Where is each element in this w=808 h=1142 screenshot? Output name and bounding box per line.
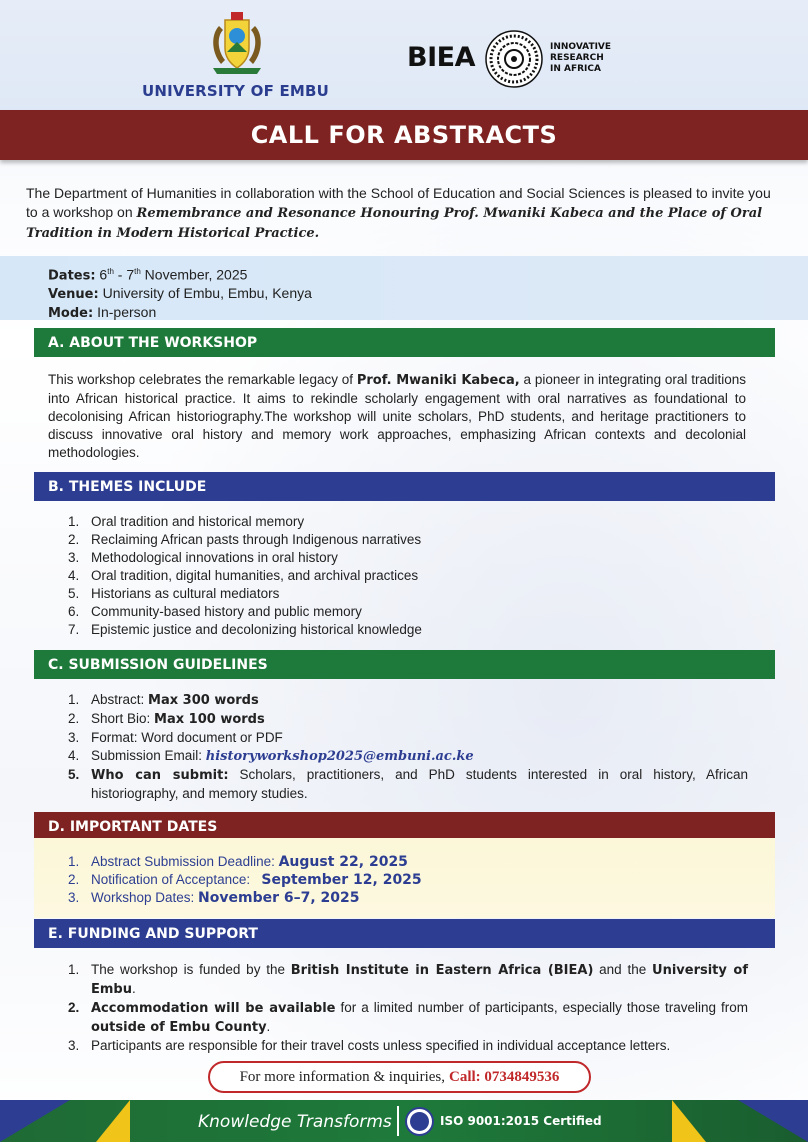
event-venue: Venue: University of Embu, Embu, Kenya [48,285,312,303]
list-item: 3. Workshop Dates: November 6–7, 2025 [68,890,360,906]
list-item: 2. Short Bio: Max 100 words [68,711,265,727]
important-dates-list [48,853,748,907]
section-about-heading: A. ABOUT THE WORKSHOP [34,328,775,357]
iso-badge-icon [405,1107,434,1136]
university-name: UNIVERSITY OF EMBU [142,82,330,100]
contact-pill: For more information & inquiries, Call: 0734849536 [208,1061,591,1093]
submission-list [48,691,748,803]
theme-item: 1. Oral tradition and historical memory [68,514,305,529]
section-submission-heading: C. SUBMISSION GUIDELINES [34,650,775,679]
phone-number-link[interactable]: Call: 0734849536 [448,1068,560,1085]
title-banner [0,110,808,160]
workshop-title: Remembrance and Resonance Honouring Prof. Mwaniki Kabeca and the Place of Oral Tradition in Modern Historical Practice. [26,205,763,241]
biea-tagline: INNOVATIVE RESEARCH IN AFRICA [550,42,612,74]
funding-list [48,961,748,1055]
about-paragraph: This workshop celebrates the remarkable legacy of Prof. Mwaniki Kabeca, a pioneer in integrating oral traditions into African historical practice. It aims to rekindle scholarly engagement with oral narratives as foundational to decolonising African historiography.The workshop will unite scholars, PhD students, and heritage practitioners to discuss innovative oral history and memory work approaches, emphasizing African contexts and decolonial methodologies. [48,372,746,460]
list-item: 2. Notification of Acceptance: September 12, 2025 [68,872,422,888]
university-crest-icon [205,8,269,78]
list-item: 3. Participants are responsible for their travel costs unless specified in individual acceptance letters. [68,1038,671,1053]
footer-decoration [672,1100,706,1142]
intro-paragraph: The Department of Humanities in collaboration with the School of Education and Social Sciences is pleased to invite you to a workshop on Remembrance and Resonance Honouring Prof. Mwaniki Kabeca and the Place of Oral Tradition in Modern Historical Practice. [26,185,771,241]
theme-item: 4. Oral tradition, digital humanities, and archival practices [68,568,419,583]
theme-item: 7. Epistemic justice and decolonizing historical knowledge [68,622,422,637]
footer-decoration [738,1100,808,1142]
theme-item: 3. Methodological innovations in oral history [68,550,338,565]
event-details [0,256,808,320]
iso-certification: ISO 9001:2015 Certified [440,1114,602,1128]
footer [0,1100,808,1142]
biea-wordmark: BIEA [407,42,475,73]
list-item: 4. Submission Email: historyworkshop2025@embuni.ac.ke [68,748,474,764]
header [0,0,808,112]
footer-divider [397,1106,399,1136]
event-dates: Dates: 6th - 7th November, 2025 [48,266,248,284]
section-dates-heading: D. IMPORTANT DATES [34,812,775,841]
list-item: 2. Accommodation will be available for a limited number of participants, especially those traveling from outside of Embu County. [68,1000,748,1035]
section-funding-heading: E. FUNDING AND SUPPORT [34,919,775,948]
submission-email-link[interactable]: historyworkshop2025@embuni.ac.ke [205,749,474,764]
theme-item: 5. Historians as cultural mediators [68,586,280,601]
theme-item: 6. Community-based history and public memory [68,604,362,619]
footer-decoration [96,1100,130,1142]
list-item: 1. Abstract Submission Deadline: August 22, 2025 [68,854,408,870]
list-item: 1. Abstract: Max 300 words [68,692,259,708]
theme-item: 2. Reclaiming African pasts through Indigenous narratives [68,532,422,547]
themes-list [48,513,748,639]
biea-seal-icon [485,30,543,88]
section-themes-heading: B. THEMES INCLUDE [34,472,775,501]
list-item: 1. The workshop is funded by the British Institute in Eastern Africa (BIEA) and the University of Embu. [68,962,749,997]
footer-motto: Knowledge Transforms [198,1112,392,1132]
list-item: 3. Format: Word document or PDF [68,730,283,745]
page-title: CALL FOR ABSTRACTS [250,121,558,149]
event-mode: Mode: In-person [48,303,157,321]
footer-decoration [0,1100,70,1142]
list-item: 5. Who can submit: Scholars, practitioners, and PhD students interested in oral history, African historiography, and memory studies. [68,767,748,801]
